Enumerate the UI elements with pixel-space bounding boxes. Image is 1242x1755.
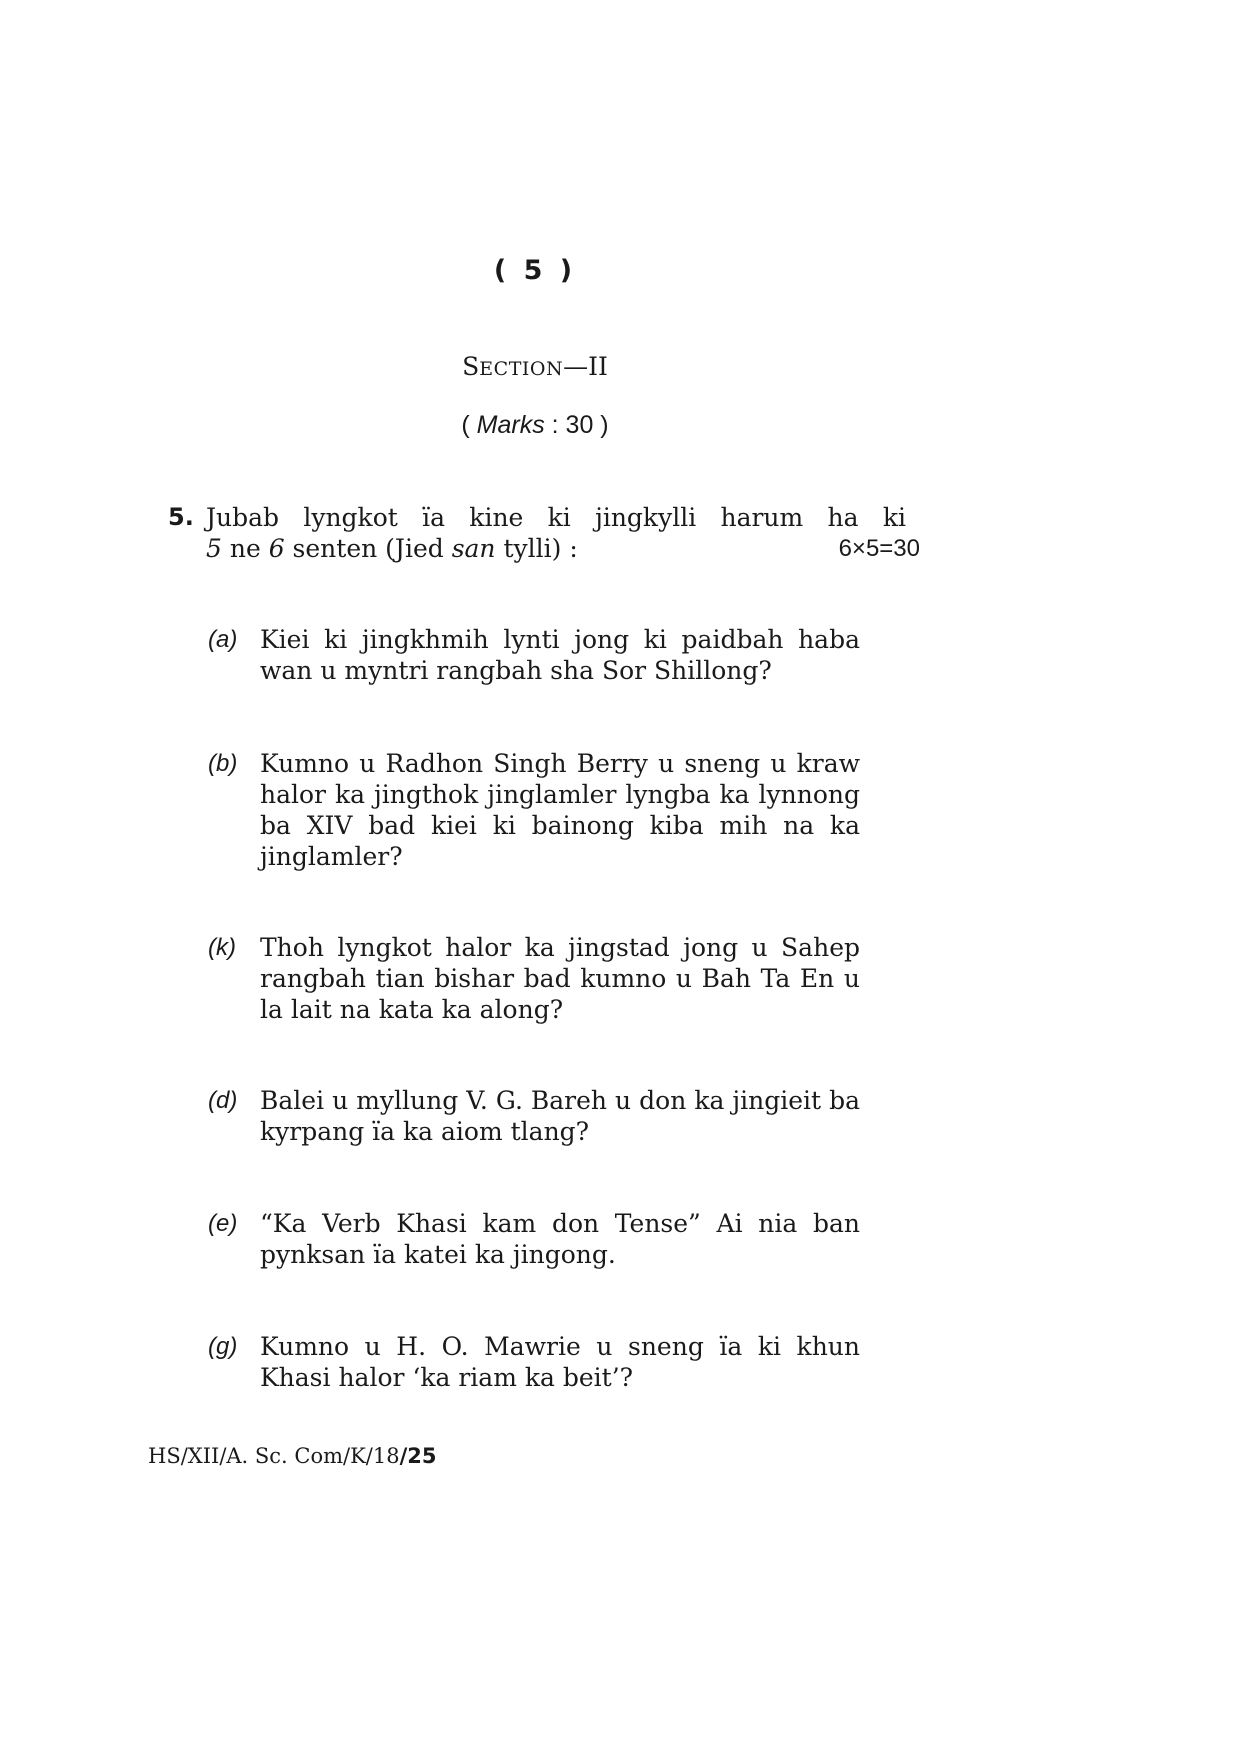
question-n2: 6: [268, 534, 285, 563]
section-title: [0, 352, 1070, 381]
question-text-line2: [206, 533, 920, 564]
question-text-line1: Jubab lyngkot ïa kine ki jingkylli harum ha ki: [206, 503, 906, 532]
subquestion-text: Kumno u H. O. Mawrie u sneng ïa ki khun Khasi halor ‘ka riam ka beit’?: [260, 1332, 860, 1392]
footer-code: HS/XII/A. Sc. Com/K/18: [148, 1444, 400, 1468]
subquestion-b: [208, 748, 860, 872]
subquestion-text: Thoh lyngkot halor ka jingstad jong u Sahep rangbah tian bishar bad kumno u Bah Ta En u la lait na kata ka along?: [260, 933, 860, 1024]
section-title-initial: S: [462, 352, 480, 381]
subquestion-d: [208, 1085, 860, 1147]
subquestion-k: [208, 932, 860, 1025]
footer-paper-code: [148, 1444, 437, 1468]
subquestion-label: (d): [208, 1087, 238, 1114]
section-marks: [0, 411, 1070, 440]
subquestion-label: (k): [208, 934, 236, 961]
subquestion-g: [208, 1331, 860, 1393]
marks-open: (: [461, 411, 477, 439]
subquestion-label: (g): [208, 1333, 238, 1360]
footer-count: /25: [399, 1444, 437, 1468]
question-marks: 6×5=30: [838, 535, 920, 562]
question-san: san: [451, 534, 496, 563]
subquestion-label: (b): [208, 750, 238, 777]
subquestion-text: Kiei ki jingkhmih lynti jong ki paidbah haba wan u myntri rangbah sha Sor Shillong?: [260, 625, 860, 685]
question-end: tylli) :: [495, 534, 578, 563]
page-number: ( 5 ): [493, 255, 577, 286]
section-title-suffix: —II: [563, 352, 608, 381]
subquestion-text: Balei u myllung V. G. Bareh u don ka jingieit ba kyrpang ïa ka aiom tlang?: [260, 1086, 860, 1146]
question-ne: ne: [221, 534, 269, 563]
subquestion-a: [208, 624, 860, 686]
subquestion-e: [208, 1208, 860, 1270]
subquestion-label: (a): [208, 626, 238, 653]
question-number: 5.: [168, 503, 194, 531]
marks-value: : 30 ): [544, 411, 609, 439]
section-title-rest: ECTION: [479, 358, 564, 380]
subquestion-text: Kumno u Radhon Singh Berry u sneng u kraw halor ka jingthok jinglamler lyngba ka lynnong ba XIV bad kiei ki bainong kiba mih na ka jinglamler?: [260, 749, 860, 871]
question-n1: 5: [206, 534, 222, 563]
question-mid: senten (Jied: [284, 534, 452, 563]
subquestion-text: “Ka Verb Khasi kam don Tense” Ai nia ban pynksan ïa katei ka jingong.: [260, 1209, 860, 1269]
subquestion-label: (e): [208, 1210, 238, 1237]
marks-label: Marks: [476, 411, 545, 439]
